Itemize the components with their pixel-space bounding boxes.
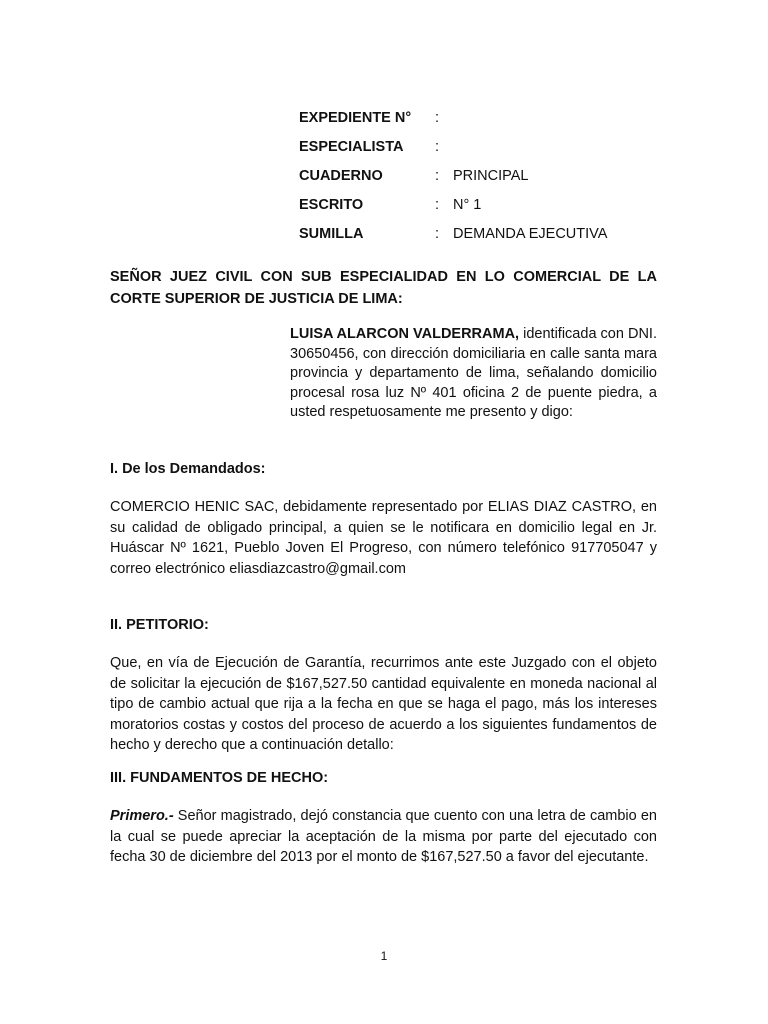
header-value: PRINCIPAL bbox=[453, 167, 529, 184]
case-header-table bbox=[299, 103, 607, 248]
section-heading-text: I. De los Demandados: bbox=[110, 461, 266, 477]
header-colon: : bbox=[435, 225, 440, 242]
header-colon: : bbox=[435, 109, 440, 126]
fundamentos-lead: Primero.- bbox=[110, 808, 174, 824]
plaintiff-name: LUISA ALARCON VALDERRAMA, bbox=[290, 326, 520, 342]
header-colon: : bbox=[435, 138, 440, 155]
court-addressee: SEÑOR JUEZ CIVIL CON SUB ESPECIALIDAD EN LO COMERCIAL DE LA CORTE SUPERIOR DE JUSTICIA DE LIMA: bbox=[110, 269, 657, 307]
header-label: ESCRITO bbox=[299, 196, 364, 213]
fundamentos-paragraph bbox=[110, 806, 657, 868]
section-heading-petitorio: II. PETITORIO: bbox=[110, 617, 209, 633]
plaintiff-details: identificada con DNI. 30650456, con dirección domiciliaria en calle santa mara provincia y departamento de lima, señalando domicilio procesal rosa luz Nº 401 oficina 2 de puente piedra, a usted respetuosamente me presento y digo: bbox=[290, 326, 657, 420]
page-number: 1 bbox=[380, 949, 388, 963]
demandados-paragraph: COMERCIO HENIC SAC, debidamente representado por ELIAS DIAZ CASTRO, en su calidad de obligado principal, a quien se le notificara en domicilio legal en Jr. Huáscar Nº 1621, Pueblo Joven El Progreso, con número telefónico 917705047 y correo electrónico eliasdiazcastro@gmail.com bbox=[110, 499, 657, 577]
header-row-cuaderno bbox=[299, 161, 607, 190]
header-row-sumilla bbox=[299, 219, 607, 248]
header-label: ESPECIALISTA bbox=[299, 138, 404, 155]
header-row-escrito bbox=[299, 190, 607, 219]
header-label: SUMILLA bbox=[299, 225, 364, 242]
header-row-expediente bbox=[299, 103, 607, 132]
header-colon: : bbox=[435, 167, 440, 184]
section-heading-fundamentos: III. FUNDAMENTOS DE HECHO: bbox=[110, 770, 329, 786]
header-colon: : bbox=[435, 196, 440, 213]
section-heading-demandados bbox=[110, 461, 266, 477]
petitorio-paragraph: Que, en vía de Ejecución de Garantía, recurrimos ante este Juzgado con el objeto de solicitar la ejecución de $167,527.50 cantidad equivalente en moneda nacional al tipo de cambio actual que rija a la fecha en que se haga el pago, más los intereses moratorios costas y costos del proceso de acuerdo a los siguientes fundamentos de hecho y derecho que a continuación detallo: bbox=[110, 655, 657, 753]
header-value: N° 1 bbox=[453, 196, 482, 213]
header-row-especialista bbox=[299, 132, 607, 161]
plaintiff-intro bbox=[290, 325, 657, 423]
header-label: CUADERNO bbox=[299, 167, 383, 184]
header-value: DEMANDA EJECUTIVA bbox=[453, 225, 608, 242]
fundamentos-body: Señor magistrado, dejó constancia que cuento con una letra de cambio en la cual se puede apreciar la aceptación de la misma por parte del ejecutado con fecha 30 de diciembre del 2013 por el monto de $167,527.50 a favor del ejecutante. bbox=[110, 808, 657, 865]
header-label: EXPEDIENTE N° bbox=[299, 109, 412, 126]
